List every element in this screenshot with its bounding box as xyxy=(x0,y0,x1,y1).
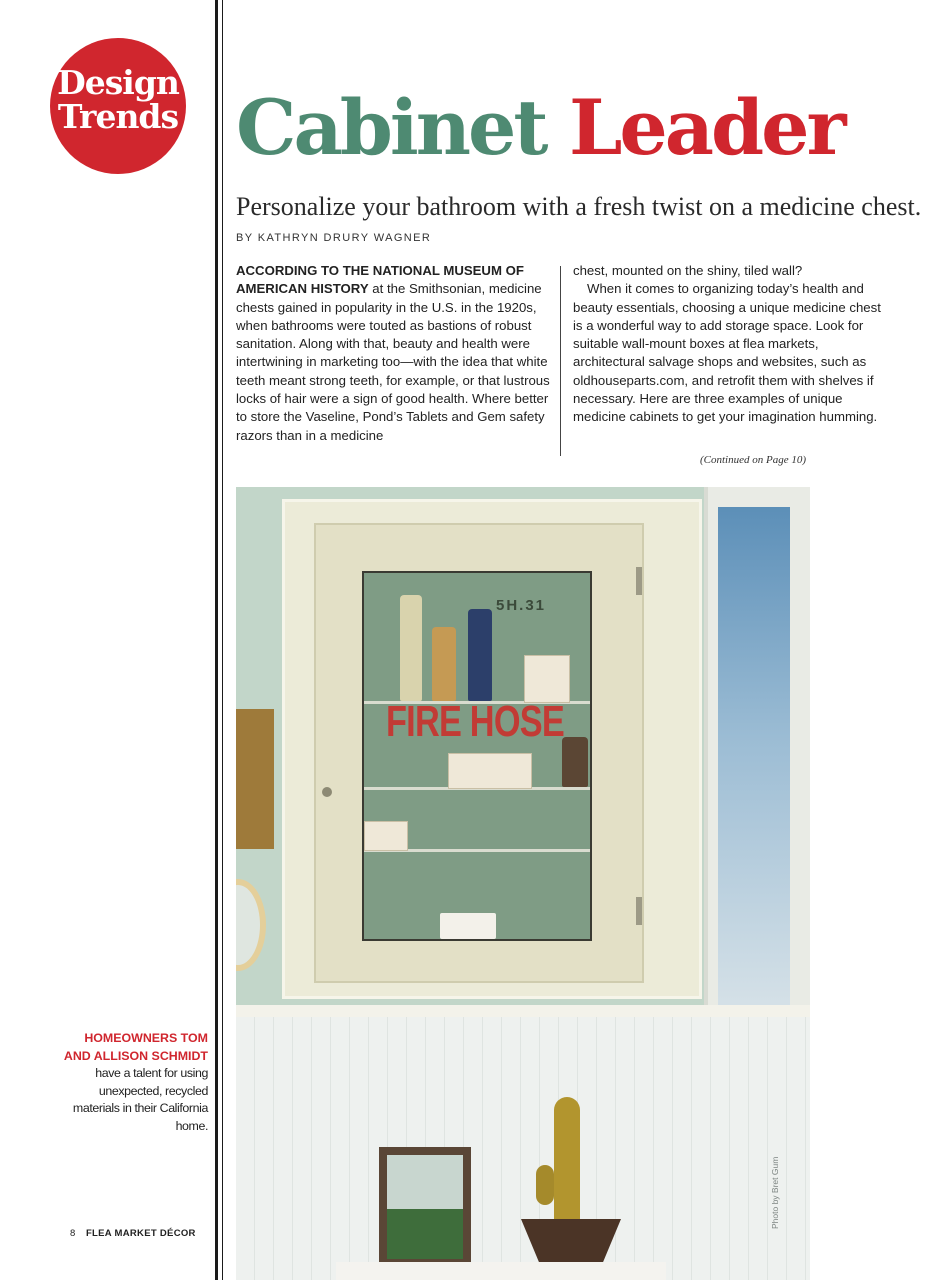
photo-bottle xyxy=(400,595,422,701)
page-number: 8 xyxy=(70,1228,76,1239)
photo-cactus xyxy=(554,1097,580,1223)
photo-stencil-text: FIRE HOSE xyxy=(386,697,564,746)
body-column-2-para-2: When it comes to organizing today’s health and beauty essentials, choosing a unique medicine chest is a wonderful way to add storage space. Look for suitable wall-mount boxes at flea markets, architectural salvage shops and websites, such as oldhouseparts.com, and retrofit them with shelves if necessary. Here are three examples of unique medicine cabinets to get your imagination humming. xyxy=(573,281,881,425)
section-badge-text xyxy=(50,63,186,136)
vertical-rule-thick xyxy=(215,0,218,1280)
article-subhead: Personalize your bathroom with a fresh twist on a medicine chest. xyxy=(236,192,922,221)
page-folio xyxy=(70,1228,196,1239)
body-column-2-para-1: chest, mounted on the shiny, tiled wall? xyxy=(573,263,803,278)
headline-word-2: Leader xyxy=(568,83,844,172)
body-column-1-text: at the Smithsonian, medicine chests gained in popularity in the U.S. in the 1920s, when bathrooms were touted as bastions of robust sanitation. Along with that, beauty and health were intertwining in marketing too—with the idea that white teeth meant strong teeth, for example, or that lustrous locks of hair were a sign of good health. Where better to store the Vaseline, Pond’s Tablets and Gem safety razors than in a medicine xyxy=(236,281,550,443)
body-column-2-para-2-wrap xyxy=(573,280,889,426)
continued-note: (Continued on Page 10) xyxy=(700,454,807,466)
photo-caption xyxy=(58,1030,208,1135)
photo-cabinet-latch xyxy=(322,787,332,797)
photo-bottle xyxy=(562,737,588,787)
photo-cabinet-hinge-top xyxy=(636,567,642,595)
column-divider xyxy=(560,266,561,456)
headline-word-1: Cabinet xyxy=(236,83,546,172)
photo-bottle xyxy=(432,627,456,701)
photo-bottle xyxy=(468,609,492,701)
section-badge-line1: Design xyxy=(57,63,179,102)
photo-credit: Photo by Bret Gum xyxy=(770,1156,780,1229)
photo-picture-frame-image xyxy=(387,1155,463,1259)
photo-soap-stack xyxy=(524,655,570,703)
section-badge-line2: Trends xyxy=(57,97,179,136)
article-byline: BY KATHRYN DRURY WAGNER xyxy=(236,232,432,244)
photo-wall-art xyxy=(236,709,274,849)
photo-picture-frame xyxy=(379,1147,471,1267)
vertical-rule-thin xyxy=(222,0,223,1280)
photo-caption-text: have a talent for using unexpected, recycled materials in their California home. xyxy=(72,1066,208,1133)
photo-soap-box xyxy=(364,821,408,851)
photo-tissue-roll xyxy=(440,913,496,939)
photo-tabletop xyxy=(336,1262,666,1280)
section-badge xyxy=(50,38,186,174)
photo-mirror-reflection xyxy=(718,507,790,1017)
magazine-name: FLEA MARKET DÉCOR xyxy=(85,1228,196,1239)
feature-photo xyxy=(236,487,810,1280)
body-column-2 xyxy=(573,262,889,427)
body-lead-in: ACCORDING TO THE NATIONAL MUSEUM OF AMERICAN HISTORY xyxy=(236,263,524,297)
body-column-1 xyxy=(236,262,552,445)
photo-beadboard xyxy=(236,1017,810,1280)
photo-soap-box xyxy=(448,753,532,789)
photo-caption-lead: HOMEOWNERS TOM AND ALLISON SCHMIDT xyxy=(63,1031,208,1063)
photo-stencil-number: 5H.31 xyxy=(496,597,547,614)
article-headline xyxy=(236,80,844,176)
photo-cabinet-hinge-bottom xyxy=(636,897,642,925)
photo-cactus-arm xyxy=(536,1165,554,1205)
